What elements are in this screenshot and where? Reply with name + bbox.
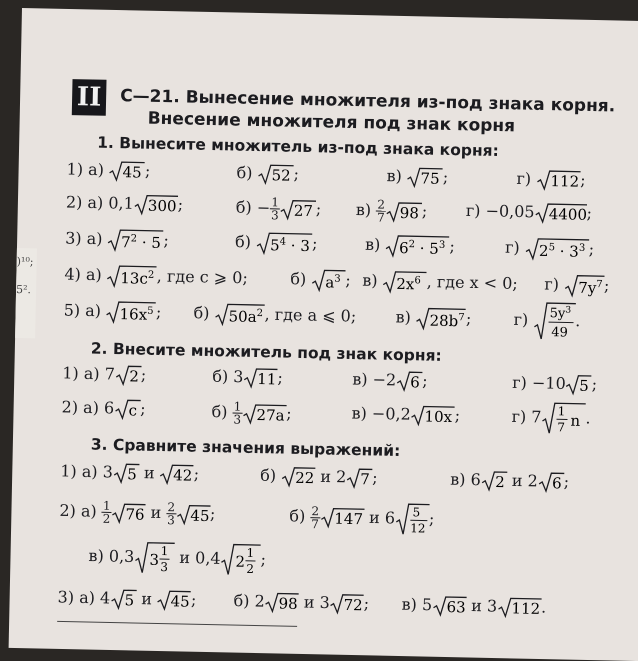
svg-text:98: 98 bbox=[279, 595, 298, 613]
svg-text:62 · 53: $6^2 \cdot 5^3$ bbox=[399, 239, 446, 258]
worksheet-subtitle: Внесение множителя под знак корня bbox=[148, 109, 516, 137]
radical bbox=[242, 402, 286, 425]
radical bbox=[134, 540, 175, 575]
radical bbox=[311, 268, 345, 293]
radical bbox=[525, 237, 589, 262]
svg-text:2x6: $2x^6$ bbox=[396, 275, 421, 294]
svg-text:22: 22 bbox=[295, 469, 314, 487]
fraction: $\frac{1}{2}$ bbox=[102, 500, 112, 525]
radical bbox=[396, 370, 422, 393]
exercise-item: б) $\frac{2}{7}$ 147 и 6 5 12 ; bbox=[289, 500, 435, 537]
radical bbox=[243, 367, 277, 390]
divider bbox=[57, 621, 297, 627]
svg-text:3: 3 bbox=[149, 551, 159, 569]
exercise-item: 2) а) 0,1 300 ; bbox=[66, 192, 184, 216]
svg-text:1: 1 bbox=[557, 404, 565, 418]
svg-text:5: 5 bbox=[580, 377, 590, 395]
svg-text:2: 2 bbox=[235, 553, 245, 571]
svg-text:7y7: $7y^7$ bbox=[578, 279, 603, 298]
svg-text:49: 49 bbox=[551, 325, 568, 340]
svg-text:25 · 33: $2^5 \cdot 3^3$ bbox=[539, 242, 586, 261]
radical bbox=[106, 300, 156, 325]
exercise-item: в) $28b^7$ ; bbox=[395, 306, 471, 332]
radical bbox=[214, 302, 264, 327]
svg-text:42: 42 bbox=[173, 466, 192, 484]
svg-text:76: 76 bbox=[125, 505, 144, 523]
exercise-item: г) −0,05 4400 ; bbox=[466, 200, 593, 225]
radical bbox=[107, 264, 157, 289]
svg-text:112: 112 bbox=[511, 599, 540, 618]
svg-text:7: 7 bbox=[360, 470, 370, 488]
exercise-item: 2) а) $\frac{1}{2}$ 76 и $\frac{2}{3}$ 45 ; bbox=[59, 499, 215, 527]
svg-text:6: 6 bbox=[552, 474, 562, 492]
radical bbox=[564, 273, 604, 298]
task-3-title: 3. Сравните значения выражений: bbox=[91, 436, 401, 460]
exercise-item: б) $\frac{1}{3}$ 27a ; bbox=[211, 400, 292, 427]
radical bbox=[107, 228, 163, 253]
exercise-item: б) 52 ; bbox=[236, 163, 299, 186]
exercise-item: в) 75 ; bbox=[386, 166, 448, 189]
radical bbox=[176, 503, 210, 526]
radical bbox=[220, 542, 261, 577]
margin-fragment: 5². bbox=[16, 276, 37, 304]
radical bbox=[134, 193, 178, 216]
exercise-item: в) 0,3 3 1 3 и 0,4 2 1 2 ; bbox=[88, 540, 266, 578]
svg-text:45: 45 bbox=[171, 592, 190, 610]
svg-text:45: 45 bbox=[123, 163, 142, 181]
svg-text:98: 98 bbox=[400, 203, 419, 221]
svg-text:63: 63 bbox=[446, 598, 465, 616]
svg-text:1: 1 bbox=[160, 544, 168, 558]
exercise-item: 3) а) 4 5 и 45 ; bbox=[57, 587, 196, 612]
svg-text:75: 75 bbox=[421, 169, 440, 187]
svg-text:300: 300 bbox=[148, 197, 177, 216]
radical bbox=[533, 301, 576, 342]
exercise-item: в) −2 6 ; bbox=[352, 369, 428, 393]
svg-text:72: 72 bbox=[344, 596, 363, 614]
svg-text:5: 5 bbox=[127, 465, 137, 483]
radical bbox=[395, 502, 430, 537]
svg-text:50a2: $50a^2$ bbox=[228, 307, 263, 326]
radical bbox=[330, 593, 364, 616]
radical bbox=[382, 270, 426, 295]
radical bbox=[110, 588, 136, 611]
exercise-item: б) 22 и 2 7 ; bbox=[260, 465, 378, 489]
svg-text:13c2: $13c^2$ bbox=[121, 269, 155, 288]
section-badge: II bbox=[72, 79, 107, 116]
radical bbox=[257, 163, 293, 186]
svg-text:112: 112 bbox=[550, 172, 579, 191]
radical bbox=[432, 595, 466, 618]
radical bbox=[407, 166, 443, 189]
radical bbox=[159, 463, 193, 486]
svg-text:54 · 3: $5^4 \cdot 3$ bbox=[270, 236, 310, 255]
textbook-page bbox=[9, 8, 638, 661]
svg-text:3: 3 bbox=[160, 560, 168, 574]
exercise-item: г) 112 ; bbox=[516, 168, 586, 191]
radical bbox=[115, 364, 141, 387]
previous-page-margin bbox=[15, 248, 37, 338]
exercise-item: г) −10 5 ; bbox=[512, 372, 597, 396]
task-1-title: 1. Вынесите множитель из-под знака корня: bbox=[97, 134, 499, 160]
radical bbox=[114, 398, 140, 421]
exercise-item: в) $2x^6$ , где x < 0; bbox=[362, 269, 518, 296]
radical bbox=[109, 160, 145, 183]
fraction: $\frac{2}{7}$ bbox=[310, 505, 320, 530]
svg-text:6: 6 bbox=[410, 373, 420, 391]
svg-text:12: 12 bbox=[410, 521, 426, 535]
svg-text:5: 5 bbox=[124, 591, 134, 609]
exercise-item: 5) а) $16x^5$ ; bbox=[63, 299, 161, 325]
radical bbox=[157, 589, 191, 612]
svg-text:27a: 27a bbox=[256, 405, 284, 424]
svg-text:72 · 5: $7^2 \cdot 5$ bbox=[121, 233, 161, 252]
exercise-item: в) $6^2 \cdot 5^3$ ; bbox=[365, 233, 455, 259]
svg-text:7: 7 bbox=[557, 420, 565, 434]
svg-text:n: n bbox=[570, 412, 580, 430]
svg-text:27: 27 bbox=[294, 201, 313, 219]
exercise-item: 1) а) 7 2 ; bbox=[62, 363, 146, 387]
fraction: $\frac{2}{3}$ bbox=[166, 501, 176, 526]
radical bbox=[541, 401, 586, 436]
svg-text:2: 2 bbox=[246, 562, 254, 576]
radical bbox=[256, 231, 312, 256]
radical bbox=[111, 501, 145, 524]
radical bbox=[385, 234, 449, 259]
exercise-item: в) $\frac{2}{7}$ 98 ; bbox=[356, 198, 428, 224]
radical bbox=[480, 470, 506, 493]
svg-text:52: 52 bbox=[271, 166, 290, 184]
fraction: $\frac{1}{3}$ bbox=[270, 196, 280, 221]
svg-text:28b7: $28b^7$ bbox=[430, 312, 465, 331]
svg-text:4400: 4400 bbox=[548, 205, 586, 224]
radical bbox=[281, 466, 315, 489]
radical bbox=[280, 198, 316, 221]
svg-text:11: 11 bbox=[257, 370, 276, 388]
exercise-item: 4) а) $13c^2$ , где c ⩾ 0; bbox=[64, 263, 248, 291]
svg-text:2: 2 bbox=[495, 473, 505, 491]
radical bbox=[534, 202, 586, 225]
exercise-item: б) $a^3$ ; bbox=[290, 268, 351, 293]
svg-text:2: 2 bbox=[129, 367, 139, 385]
svg-text:10x: 10x bbox=[425, 408, 453, 427]
radical bbox=[497, 596, 541, 619]
svg-text:45: 45 bbox=[190, 506, 209, 524]
exercise-item: б) − $\frac{1}{3}$ 27 ; bbox=[236, 196, 322, 223]
margin-fragment: )¹⁰; bbox=[16, 248, 37, 276]
exercise-item: г) 7 1 7 n . bbox=[511, 400, 591, 436]
svg-text:147: 147 bbox=[334, 510, 363, 529]
svg-text:5y3: $5y^3$ bbox=[549, 305, 571, 321]
svg-text:c: c bbox=[128, 401, 137, 419]
svg-text:a3: $a^3$ bbox=[325, 273, 341, 291]
exercise-item: б) $5^4 \cdot 3$ ; bbox=[235, 231, 318, 257]
exercise-item: б) 2 98 и 3 72 ; bbox=[233, 591, 369, 616]
fraction: $\frac{2}{7}$ bbox=[376, 198, 386, 223]
exercise-item: г) $5y^3$ 49 . bbox=[513, 300, 581, 341]
exercise-item: в) 5 63 и 3 112 . bbox=[401, 594, 546, 619]
worksheet-title: С—21. Вынесение множителя из-под знака корня. bbox=[120, 86, 615, 116]
radical bbox=[536, 169, 580, 192]
fraction: $\frac{1}{3}$ bbox=[232, 401, 242, 426]
radical bbox=[386, 200, 422, 223]
radical bbox=[320, 506, 364, 529]
exercise-item: 2) а) 6 c ; bbox=[61, 397, 145, 421]
exercise-item: г) $7y^7$ ; bbox=[544, 273, 610, 298]
svg-text:16x5: $16x^5$ bbox=[120, 305, 154, 324]
radical bbox=[346, 467, 372, 490]
radical bbox=[416, 306, 466, 331]
radical bbox=[537, 471, 563, 494]
radical bbox=[565, 373, 591, 396]
exercise-item: г) $2^5 \cdot 3^3$ ; bbox=[505, 236, 595, 262]
radical bbox=[411, 404, 455, 427]
exercise-item: 1) а) 3 5 и 42 ; bbox=[60, 461, 199, 486]
svg-text:5: 5 bbox=[412, 505, 420, 519]
exercise-item: 1) а) 45 ; bbox=[66, 159, 150, 183]
exercise-item: б) 3 11 ; bbox=[212, 366, 283, 389]
exercise-item: б) $50a^2$ , где a ⩽ 0; bbox=[193, 302, 356, 329]
task-2-title: 2. Внесите множитель под знак корня: bbox=[91, 340, 442, 365]
radical bbox=[265, 591, 299, 614]
exercise-item: в) 6 2 и 2 6 ; bbox=[450, 469, 569, 493]
svg-text:1: 1 bbox=[247, 546, 255, 560]
exercise-item: в) −0,2 10x ; bbox=[351, 403, 460, 427]
radical bbox=[113, 462, 139, 485]
exercise-item: 3) а) $7^2 \cdot 5$ ; bbox=[65, 227, 169, 253]
